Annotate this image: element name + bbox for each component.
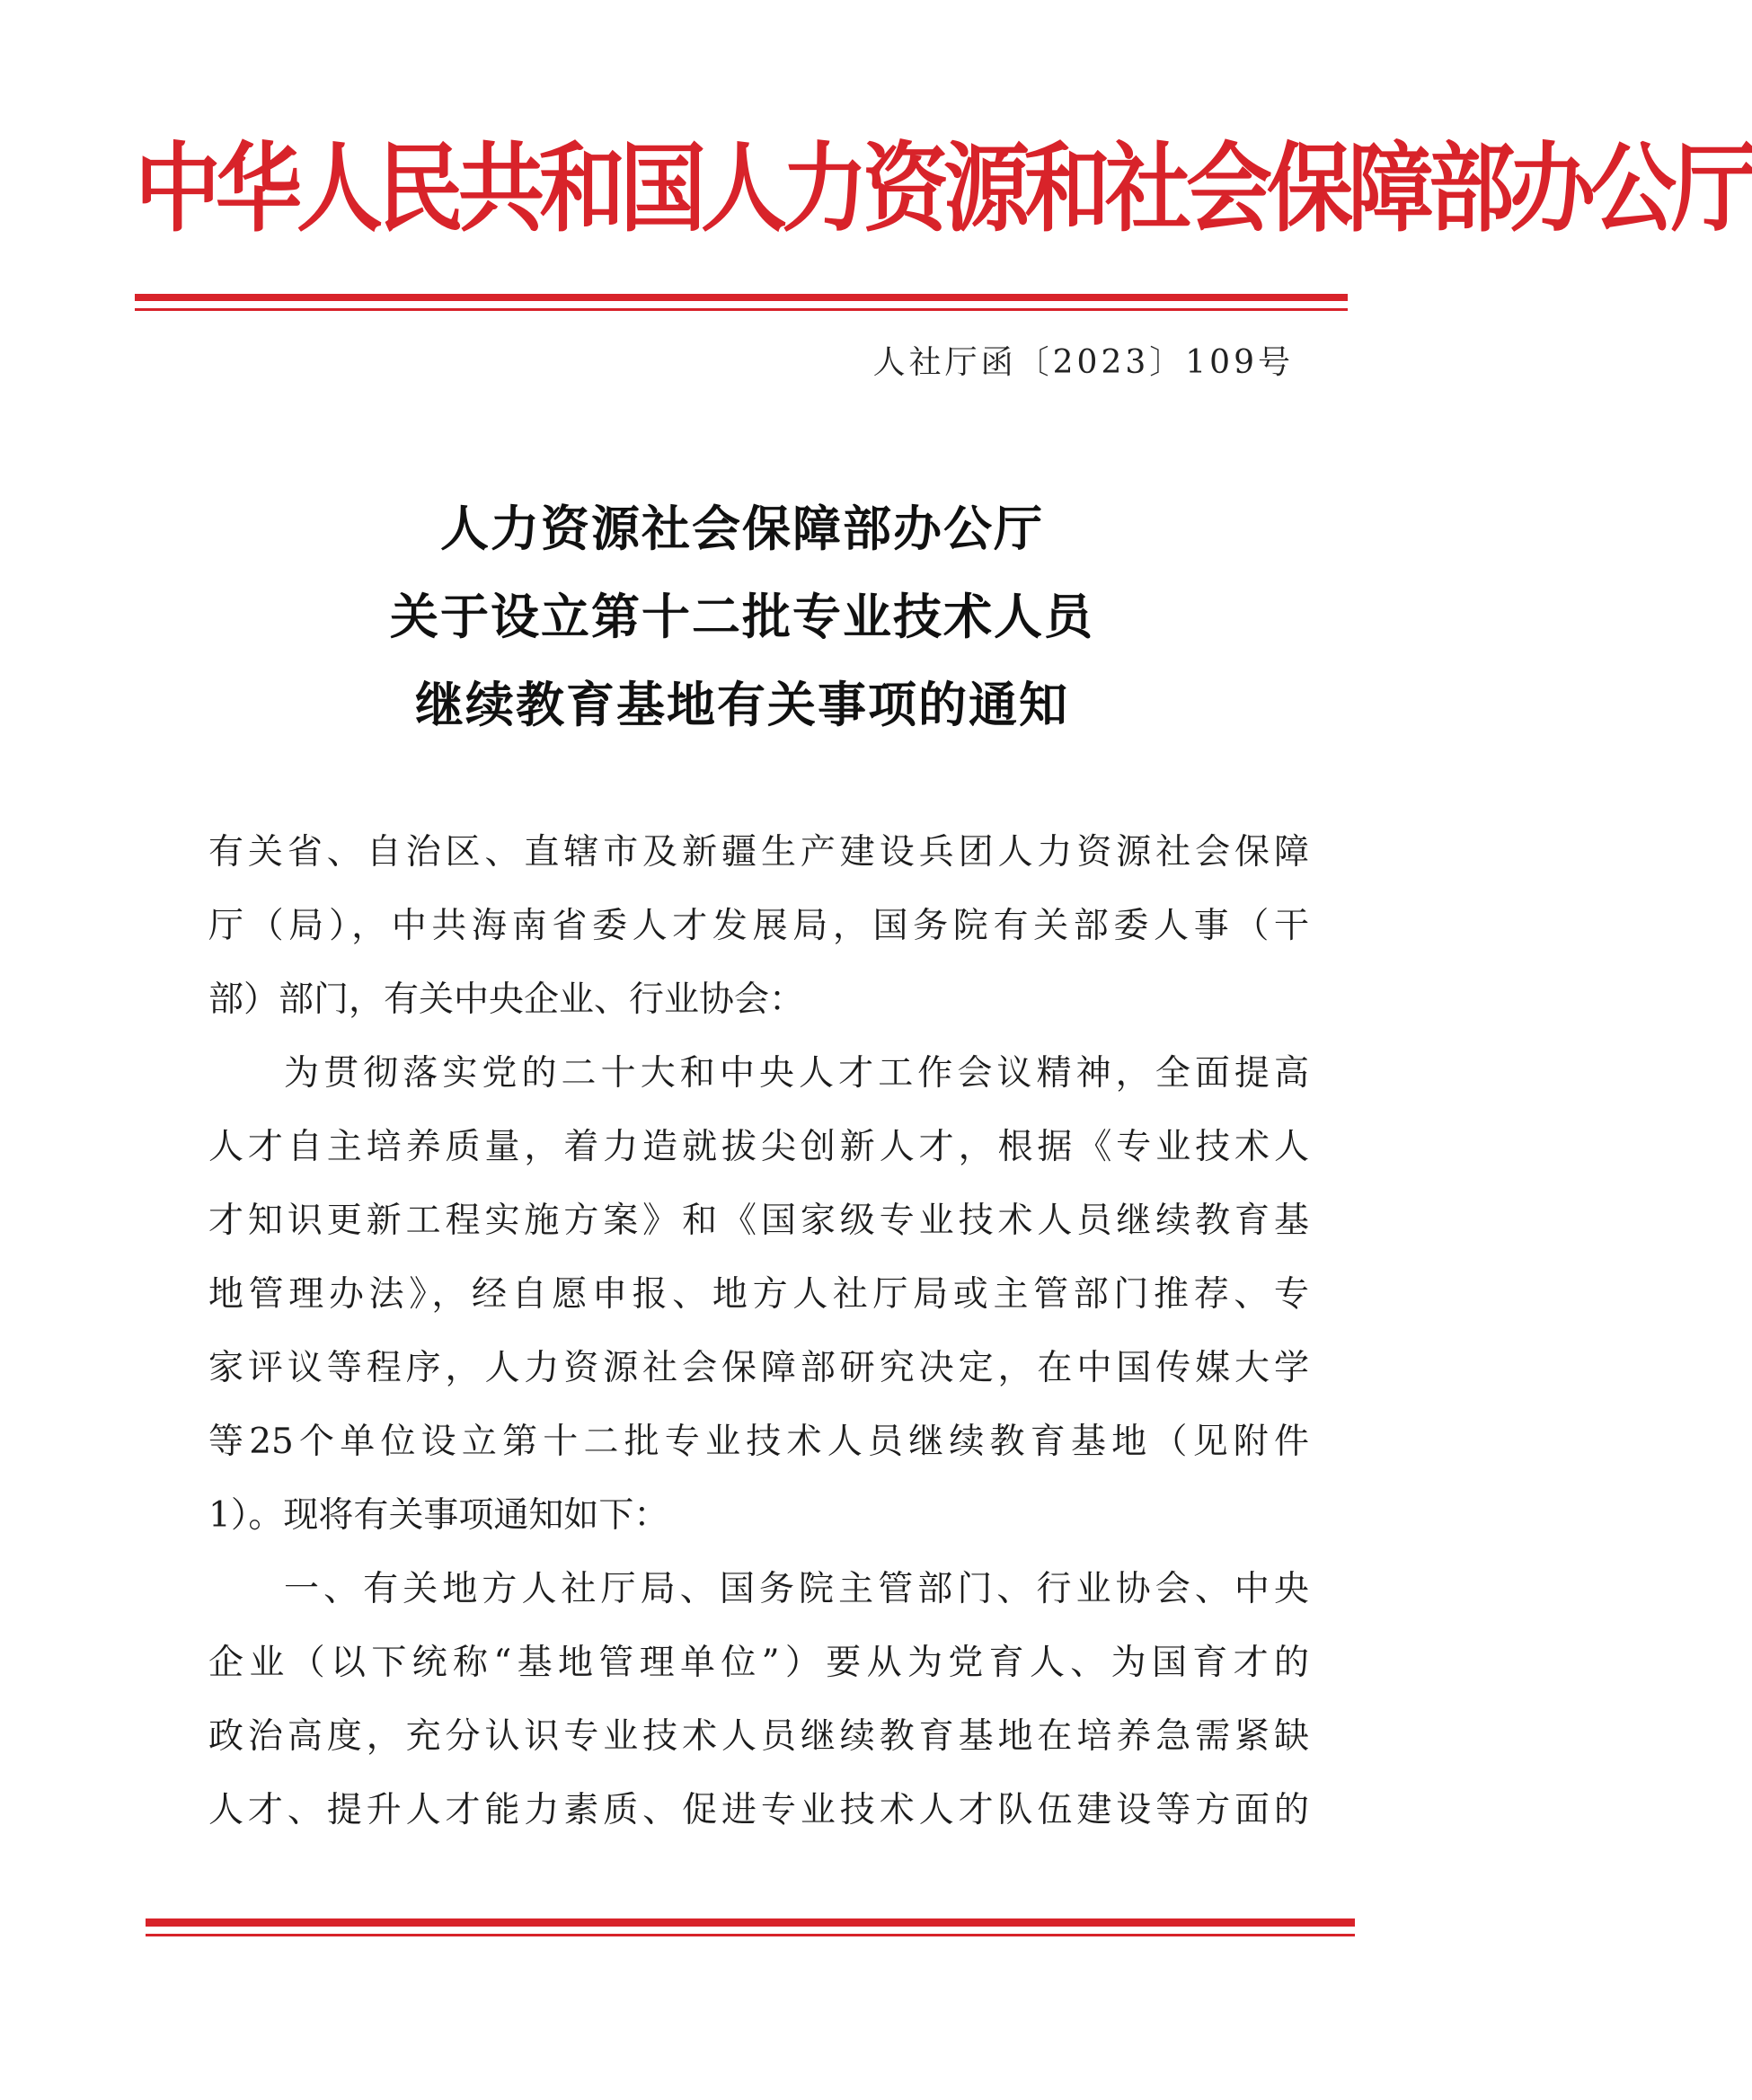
body-line: 人才、提升人才能力素质、促进专业技术人才队伍建设等方面的 <box>208 1790 1309 1830</box>
body-line: 才知识更新工程实施方案》和《国家级专业技术人员继续教育基 <box>208 1201 1309 1241</box>
body-line: 1）。现将有关事项通知如下： <box>208 1495 669 1536</box>
body-line: 厅（局），中共海南省委人才发展局，国务院有关部委人事（干 <box>208 906 1309 946</box>
body-line: 政治高度，充分认识专业技术人员继续教育基地在培养急需紧缺 <box>208 1716 1309 1757</box>
body-line: 有关省、自治区、直辖市及新疆生产建设兵团人力资源社会保障 <box>208 832 1309 873</box>
notice-title <box>180 485 1305 749</box>
notice-title-line-3: 继续教育基地有关事项的通知 <box>415 677 1069 733</box>
letterhead-divider-thin <box>135 308 1348 311</box>
body-line: 家评议等程序，人力资源社会保障部研究决定，在中国传媒大学 <box>208 1348 1309 1388</box>
letterhead-divider-thick <box>135 294 1348 301</box>
body-line: 企业（以下统称“基地管理单位”）要从为党育人、为国育才的 <box>208 1643 1309 1683</box>
footer-divider-thin <box>146 1934 1355 1936</box>
body-line: 一、有关地方人社厅局、国务院主管部门、行业协会、中央 <box>284 1569 1309 1609</box>
body-line: 为贯彻落实党的二十大和中央人才工作会议精神，全面提高 <box>284 1053 1309 1094</box>
body-line: 部）部门，有关中央企业、行业协会： <box>208 979 805 1020</box>
body-line: 人才自主培养质量，着力造就拔尖创新人才，根据《专业技术人 <box>208 1127 1309 1167</box>
agency-letterhead-title: 中华人民共和国人力资源和社会保障部办公厅 <box>135 132 1752 245</box>
notice-title-line-2: 关于设立第十二批专业技术人员 <box>390 589 1094 645</box>
notice-title-line-1: 人力资源社会保障部办公厅 <box>440 501 1044 557</box>
footer-divider-thick <box>146 1918 1355 1927</box>
document-number: 人社厅函〔2023〕109号 <box>872 344 1294 381</box>
body-line: 地管理办法》，经自愿申报、地方人社厅局或主管部门推荐、专 <box>208 1274 1309 1315</box>
notice-body <box>208 816 1309 1847</box>
body-line: 等25个单位设立第十二批专业技术人员继续教育基地（见附件 <box>208 1422 1309 1462</box>
